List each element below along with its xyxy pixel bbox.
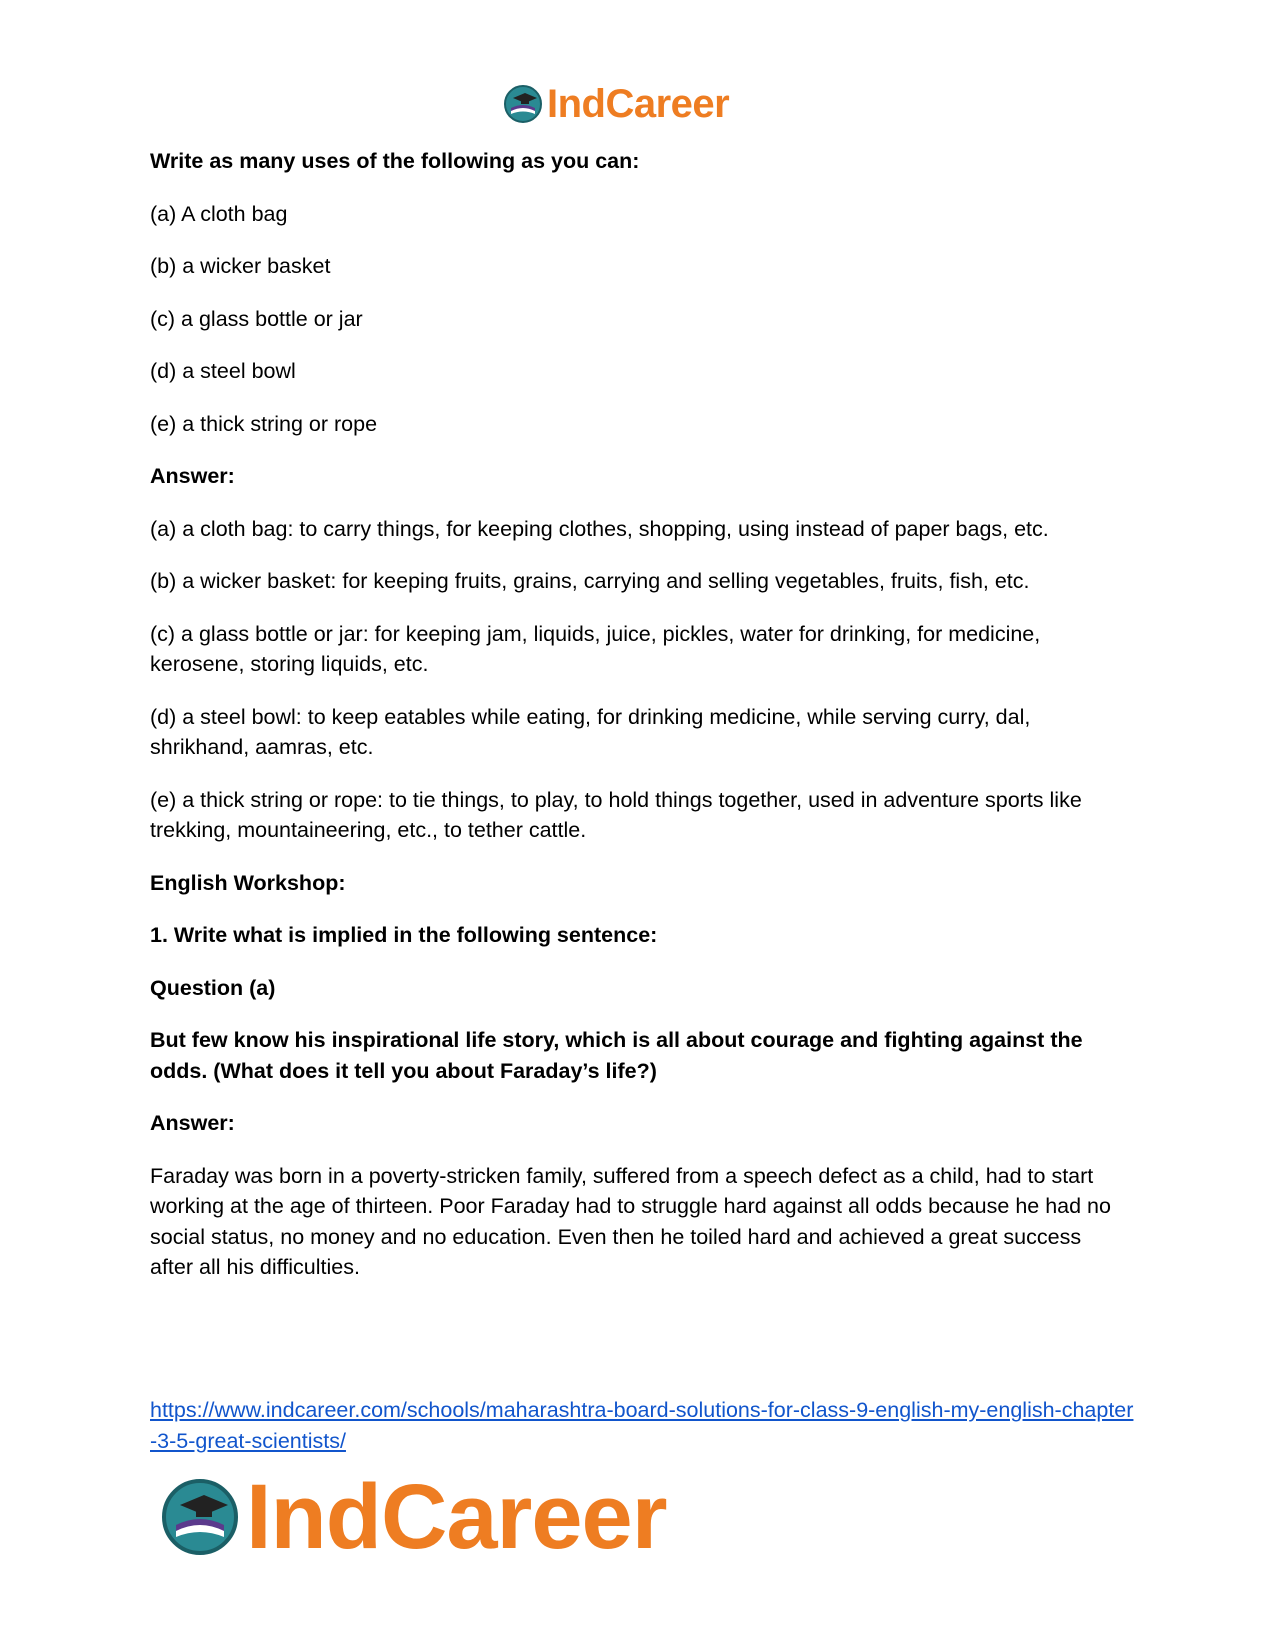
header-logo	[503, 80, 729, 128]
globe-book-icon	[503, 84, 543, 124]
exercise-heading: Write as many uses of the following as you can:	[150, 149, 640, 173]
answer-item: (c) a glass bottle or jar: for keeping jam, liquids, juice, pickles, water for drinking, for medicine, kerosene, storing liquids, etc.	[150, 621, 1041, 676]
answer2-label: Answer:	[150, 1111, 235, 1135]
source-link[interactable]: https://www.indcareer.com/schools/maharashtra-board-solutions-for-class-9-english-my-english-chapter-3-5-great-scientists/	[150, 1398, 1134, 1453]
answer-item: (e) a thick string or rope: to tie things, to play, to hold things together, used in adventure sports like trekking, mountaineering, etc., to tether cattle.	[150, 787, 1082, 842]
list-item: (d) a steel bowl	[150, 359, 296, 383]
answer-item: (b) a wicker basket: for keeping fruits, grains, carrying and selling vegetables, fruits, fish, etc.	[150, 569, 1030, 593]
header-logo-text: IndCareer	[547, 82, 730, 126]
list-item: (e) a thick string or rope	[150, 411, 378, 436]
list-item: (c) a glass bottle or jar	[150, 306, 363, 331]
list-item: (b) a wicker basket	[150, 254, 331, 278]
footer-logo	[160, 1467, 667, 1567]
footer-logo-text: IndCareer	[246, 1466, 667, 1568]
answer2-text: Faraday was born in a poverty-stricken family, suffered from a speech defect as a child, had to start working at the age of thirteen. Poor Faraday had to struggle hard against all odds because he had no social status, no money and no education. Even then he toiled hard and achieved a great success after all his difficulties.	[150, 1163, 1111, 1279]
task-heading: 1. Write what is implied in the following sentence:	[150, 923, 658, 947]
question-label: Question (a)	[150, 975, 276, 1000]
question-text: But few know his inspirational life story, which is all about courage and fighting against the odds. (What does it tell you about Faraday’s life?)	[150, 1028, 1083, 1083]
answer-item: (a) a cloth bag: to carry things, for keeping clothes, shopping, using instead of paper bags, etc.	[150, 516, 1049, 541]
answer-item: (d) a steel bowl: to keep eatables while eating, for drinking medicine, while serving curry, dal, shrikhand, aamras, etc.	[150, 704, 1031, 759]
answer-label: Answer:	[150, 464, 235, 488]
document-body	[150, 146, 1130, 1305]
list-item: (a) A cloth bag	[150, 201, 288, 226]
globe-book-icon	[160, 1477, 240, 1557]
workshop-heading: English Workshop:	[150, 870, 346, 895]
